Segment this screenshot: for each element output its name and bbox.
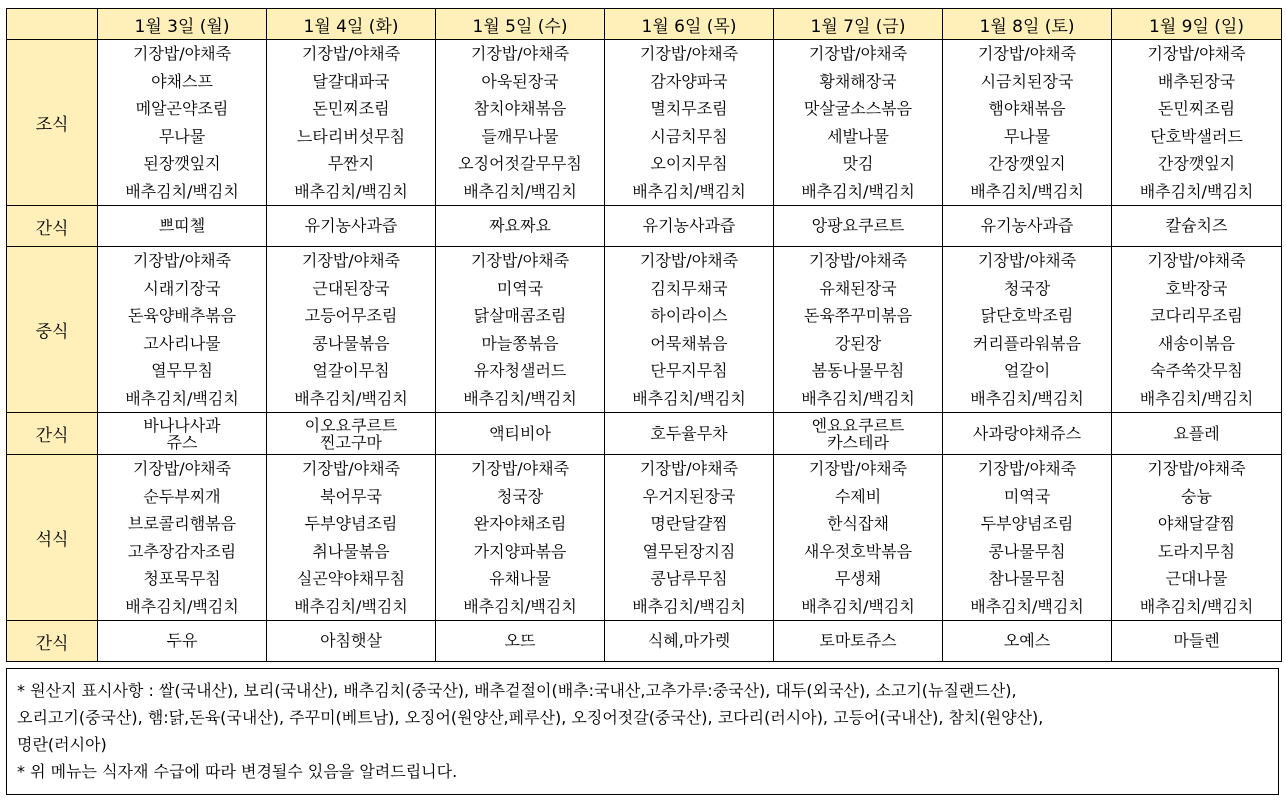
menu-cell <box>267 247 436 413</box>
menu-item: 맛살굴소스볶음 <box>803 99 913 118</box>
menu-item: 배추김치/백김치 <box>294 388 408 408</box>
menu-cell <box>267 621 436 662</box>
menu-cell <box>267 455 436 621</box>
menu-cell <box>436 247 605 413</box>
menu-item: 도라지무침 <box>1157 541 1236 561</box>
menu-item: 가지양파볶음 <box>473 541 567 561</box>
menu-item: 미역국 <box>1003 486 1051 506</box>
snack-item: 엔요요쿠르트 <box>811 415 905 435</box>
menu-item: 기장밥/야채죽 <box>977 251 1077 270</box>
menu-item: 기장밥/야채죽 <box>977 459 1077 478</box>
snack-item: 짜요짜요 <box>489 216 551 235</box>
menu-item: 하이라이스 <box>650 306 728 325</box>
menu-item: 시금치된장국 <box>980 71 1074 91</box>
menu-item: 청국장 <box>1003 278 1051 298</box>
menu-item: 기장밥/야채죽 <box>1147 459 1246 478</box>
meal-label: 조식 <box>7 40 98 206</box>
menu-item: 닭살매콤조림 <box>473 306 567 325</box>
menu-item: 커리플라워볶음 <box>972 333 1082 353</box>
snack-item: 호두율무차 <box>650 423 728 443</box>
menu-item: 무나물 <box>158 126 206 146</box>
date-header-7: 1월 9일 (일) <box>1112 9 1282 40</box>
menu-item: 숭늉 <box>1181 486 1212 506</box>
snack-item: 오예스 <box>1003 631 1051 650</box>
menu-item: 숙주쑥갓무침 <box>1150 361 1243 380</box>
menu-item: 기장밥/야채죽 <box>132 251 232 270</box>
meal-label: 중식 <box>7 247 98 413</box>
menu-cell <box>436 206 605 247</box>
meal-row <box>7 413 1282 455</box>
menu-cell <box>774 455 943 621</box>
menu-item: 배추김치/백김치 <box>632 181 746 201</box>
menu-item: 배추김치/백김치 <box>125 181 239 201</box>
snack-item: 쁘띠첼 <box>158 216 206 235</box>
menu-cell <box>1112 621 1282 662</box>
menu-item: 단무지무침 <box>650 361 728 380</box>
snack-item: 아침햇살 <box>320 631 382 650</box>
menu-item: 기장밥/야채죽 <box>808 459 908 478</box>
menu-item: 새우젓호박볶음 <box>803 541 913 561</box>
menu-cell <box>267 40 436 206</box>
menu-cell <box>436 621 605 662</box>
menu-item: 고추장감자조림 <box>127 541 237 561</box>
menu-item: 배추김치/백김치 <box>463 181 577 201</box>
menu-cell <box>436 413 605 455</box>
menu-cell <box>605 40 774 206</box>
date-header-1: 1월 3일 (월) <box>98 9 267 40</box>
menu-item: 간장깻잎지 <box>1157 154 1236 173</box>
menu-item: 완자야채조림 <box>473 514 567 533</box>
menu-item: 배추김치/백김치 <box>970 181 1084 201</box>
menu-item: 참나물무침 <box>988 569 1066 588</box>
menu-cell <box>98 206 267 247</box>
menu-cell <box>605 621 774 662</box>
menu-item: 배추김치/백김치 <box>801 388 915 408</box>
menu-item: 돈육쭈꾸미볶음 <box>803 306 913 325</box>
menu-item: 메알곤약조림 <box>135 99 229 118</box>
snack-item: 칼슘치즈 <box>1165 216 1228 235</box>
menu-body <box>7 40 1282 662</box>
menu-item: 브로콜리햄볶음 <box>127 514 237 533</box>
menu-item: 순두부찌개 <box>143 486 221 506</box>
meal-label: 간식 <box>7 621 98 662</box>
menu-item: 강된장 <box>834 333 882 353</box>
menu-item: 달걀대파국 <box>312 71 390 91</box>
menu-cell <box>1112 206 1282 247</box>
menu-item: 배추김치/백김치 <box>632 596 746 616</box>
menu-cell <box>1112 40 1282 206</box>
menu-cell <box>774 413 943 455</box>
menu-item: 청국장 <box>496 486 544 506</box>
menu-item: 햄야채볶음 <box>988 99 1066 118</box>
menu-item: 참치야채볶음 <box>473 99 567 118</box>
menu-cell <box>1112 413 1282 455</box>
menu-cell <box>267 206 436 247</box>
menu-item: 배추김치/백김치 <box>463 596 577 616</box>
menu-cell <box>774 247 943 413</box>
menu-item: 닭단호박조림 <box>980 306 1074 325</box>
menu-cell <box>436 455 605 621</box>
snack-item: 카스테라 <box>827 432 889 452</box>
menu-item: 배추김치/백김치 <box>801 596 915 616</box>
menu-cell <box>943 40 1112 206</box>
meal-row <box>7 206 1282 247</box>
menu-item: 시래기장국 <box>143 278 221 298</box>
snack-item: 사과랑야채쥬스 <box>972 423 1082 443</box>
menu-cell <box>605 206 774 247</box>
menu-item: 무나물 <box>1003 126 1051 146</box>
menu-cell <box>943 206 1112 247</box>
menu-item: 무짠지 <box>327 154 375 173</box>
menu-item: 맛김 <box>842 154 874 173</box>
menu-item: 기장밥/야채죽 <box>808 44 908 63</box>
menu-item: 한식잡채 <box>827 514 889 533</box>
meal-label: 석식 <box>7 455 98 621</box>
menu-item: 미역국 <box>496 278 544 298</box>
menu-cell <box>267 413 436 455</box>
date-header-2: 1월 4일 (화) <box>267 9 436 40</box>
menu-item: 고사리나물 <box>143 333 221 353</box>
menu-item: 들깨무나물 <box>481 126 559 146</box>
date-header-4: 1월 6일 (목) <box>605 9 774 40</box>
menu-item: 기장밥/야채죽 <box>301 459 401 478</box>
menu-item: 배추김치/백김치 <box>125 596 239 616</box>
menu-cell <box>98 247 267 413</box>
menu-item: 기장밥/야채죽 <box>1147 251 1246 270</box>
note-line: * 위 메뉴는 식자재 수급에 따라 변경될수 있음을 알려드립니다. <box>17 762 458 781</box>
menu-item: 느타리버섯무침 <box>296 126 406 146</box>
snack-item: 유기농사과즙 <box>304 216 398 235</box>
menu-item: 단호박샐러드 <box>1150 126 1243 146</box>
menu-cell <box>943 621 1112 662</box>
snack-item: 토마토쥬스 <box>819 631 897 650</box>
menu-item: 김치무채국 <box>650 278 728 298</box>
menu-item: 배추된장국 <box>1157 71 1236 91</box>
menu-item: 배추김치/백김치 <box>125 388 239 408</box>
menu-item: 북어무국 <box>320 486 382 506</box>
corner-cell <box>7 9 98 40</box>
menu-item: 명란달걀찜 <box>650 514 728 533</box>
menu-item: 오이지무침 <box>650 154 728 173</box>
menu-item: 콩나물볶음 <box>312 333 390 353</box>
snack-item: 앙팡요쿠르트 <box>811 216 905 235</box>
snack-item: 유기농사과즙 <box>642 216 736 235</box>
menu-item: 배추김치/백김치 <box>1139 596 1254 616</box>
menu-item: 기장밥/야채죽 <box>808 251 908 270</box>
menu-item: 배추김치/백김치 <box>294 181 408 201</box>
note-line: 명란(러시아) <box>17 735 107 754</box>
menu-item: 야채스프 <box>151 71 213 91</box>
menu-item: 청포묵무침 <box>143 569 221 588</box>
menu-cell <box>774 621 943 662</box>
menu-item: 기장밥/야채죽 <box>639 44 739 63</box>
menu-item: 기장밥/야채죽 <box>301 44 401 63</box>
menu-item: 기장밥/야채죽 <box>470 44 570 63</box>
menu-cell <box>943 247 1112 413</box>
date-header-3: 1월 5일 (수) <box>436 9 605 40</box>
menu-item: 실곤약야채무침 <box>296 569 406 588</box>
menu-item: 돈육양배추볶음 <box>127 306 237 325</box>
menu-cell <box>98 413 267 455</box>
menu-item: 돈민찌조림 <box>1157 99 1236 118</box>
menu-cell <box>98 455 267 621</box>
meal-label: 간식 <box>7 206 98 247</box>
menu-item: 콩나물무침 <box>988 541 1066 561</box>
date-header-6: 1월 8일 (토) <box>943 9 1112 40</box>
menu-item: 콩남루무침 <box>650 569 728 588</box>
meal-row <box>7 455 1282 621</box>
menu-cell <box>98 40 267 206</box>
menu-item: 기장밥/야채죽 <box>639 459 739 478</box>
meal-row <box>7 247 1282 413</box>
meal-row <box>7 621 1282 662</box>
menu-item: 유채나물 <box>489 569 551 588</box>
menu-item: 기장밥/야채죽 <box>301 251 401 270</box>
menu-item: 된장깻잎지 <box>143 154 221 173</box>
menu-item: 얼갈이 <box>1003 361 1051 380</box>
date-header-row <box>7 9 1282 40</box>
menu-item: 유채된장국 <box>819 278 897 298</box>
menu-item: 멸치무조림 <box>650 99 728 118</box>
menu-item: 배추김치/백김치 <box>970 388 1084 408</box>
menu-item: 아욱된장국 <box>481 71 559 91</box>
menu-item: 두부양념조림 <box>304 514 398 533</box>
date-header-5: 1월 7일 (금) <box>774 9 943 40</box>
snack-item: 식혜,마가렛 <box>647 631 731 650</box>
menu-item: 취나물볶음 <box>312 541 390 561</box>
menu-item: 세발나물 <box>827 126 889 146</box>
menu-item: 무생채 <box>834 569 882 588</box>
menu-item: 얼갈이무침 <box>312 361 390 380</box>
menu-item: 기장밥/야채죽 <box>132 459 232 478</box>
menu-cell <box>605 247 774 413</box>
menu-item: 마늘쫑볶음 <box>481 333 559 353</box>
snack-item: 바나나사과 <box>143 415 221 435</box>
menu-item: 기장밥/야채죽 <box>1147 44 1246 63</box>
snack-item: 쥬스 <box>166 432 198 452</box>
menu-item: 기장밥/야채죽 <box>470 251 570 270</box>
menu-item: 기장밥/야채죽 <box>977 44 1077 63</box>
origin-notes <box>6 668 1279 795</box>
snack-item: 두유 <box>166 631 198 650</box>
menu-cell <box>605 455 774 621</box>
menu-item: 기장밥/야채죽 <box>470 459 570 478</box>
menu-cell <box>943 413 1112 455</box>
menu-item: 야채달걀찜 <box>1157 514 1236 533</box>
snack-item: 유기농사과즙 <box>980 216 1074 235</box>
note-line: * 원산지 표시사항 : 쌀(국내산), 보리(국내산), 배추김치(중국산), 배추겉절이(배추:국내산,고추가루:중국산), 대두(외국산), 소고기(뉴질랜드산), <box>17 681 1017 700</box>
meal-row <box>7 40 1282 206</box>
menu-item: 배추김치/백김치 <box>463 388 577 408</box>
menu-cell <box>605 413 774 455</box>
menu-item: 기장밥/야채죽 <box>639 251 739 270</box>
menu-item: 열무무침 <box>151 361 213 380</box>
note-line: 오리고기(중국산), 햄:닭,돈육(국내산), 주꾸미(베트남), 오징어(원양산,페루산), 오징어젓갈(중국산), 코다리(러시아), 고등어(국내산), 참치(원양산), <box>17 708 1044 727</box>
snack-item: 마들렌 <box>1173 631 1220 650</box>
weekly-menu-table <box>6 8 1282 662</box>
menu-item: 감자양파국 <box>650 71 728 91</box>
menu-item: 배추김치/백김치 <box>801 181 915 201</box>
menu-item: 두부양념조림 <box>980 514 1074 533</box>
menu-item: 배추김치/백김치 <box>1139 181 1254 201</box>
menu-item: 기장밥/야채죽 <box>132 44 232 63</box>
menu-item: 유자청샐러드 <box>473 361 567 380</box>
snack-item: 오뜨 <box>504 631 536 650</box>
menu-item: 황채해장국 <box>819 71 897 91</box>
meal-label: 간식 <box>7 413 98 455</box>
menu-item: 근대된장국 <box>312 278 390 298</box>
menu-item: 새송이볶음 <box>1157 333 1236 353</box>
menu-item: 오징어젓갈무무침 <box>458 154 582 173</box>
menu-item: 열무된장지짐 <box>642 541 736 561</box>
menu-cell <box>1112 247 1282 413</box>
menu-cell <box>774 40 943 206</box>
menu-item: 시금치무침 <box>650 126 728 146</box>
menu-item: 수제비 <box>834 486 882 506</box>
menu-item: 코다리무조림 <box>1150 306 1243 325</box>
menu-cell <box>436 40 605 206</box>
menu-item: 근대나물 <box>1165 569 1228 588</box>
menu-item: 봄동나물무침 <box>811 361 905 380</box>
menu-cell <box>1112 455 1282 621</box>
menu-cell <box>98 621 267 662</box>
menu-item: 배추김치/백김치 <box>970 596 1084 616</box>
menu-item: 돈민찌조림 <box>312 99 390 118</box>
menu-item: 간장깻잎지 <box>988 154 1066 173</box>
menu-cell <box>774 206 943 247</box>
snack-item: 요플레 <box>1173 423 1220 443</box>
menu-item: 배추김치/백김치 <box>632 388 746 408</box>
menu-item: 고등어무조림 <box>304 306 398 325</box>
menu-item: 배추김치/백김치 <box>294 596 408 616</box>
snack-item: 찐고구마 <box>320 432 382 452</box>
menu-item: 우거지된장국 <box>642 486 736 506</box>
menu-cell <box>943 455 1112 621</box>
snack-item: 이오요쿠르트 <box>304 415 398 435</box>
menu-item: 배추김치/백김치 <box>1139 388 1254 408</box>
menu-item: 어묵채볶음 <box>650 333 728 353</box>
menu-item: 호박장국 <box>1165 278 1228 298</box>
snack-item: 액티비아 <box>489 423 551 443</box>
